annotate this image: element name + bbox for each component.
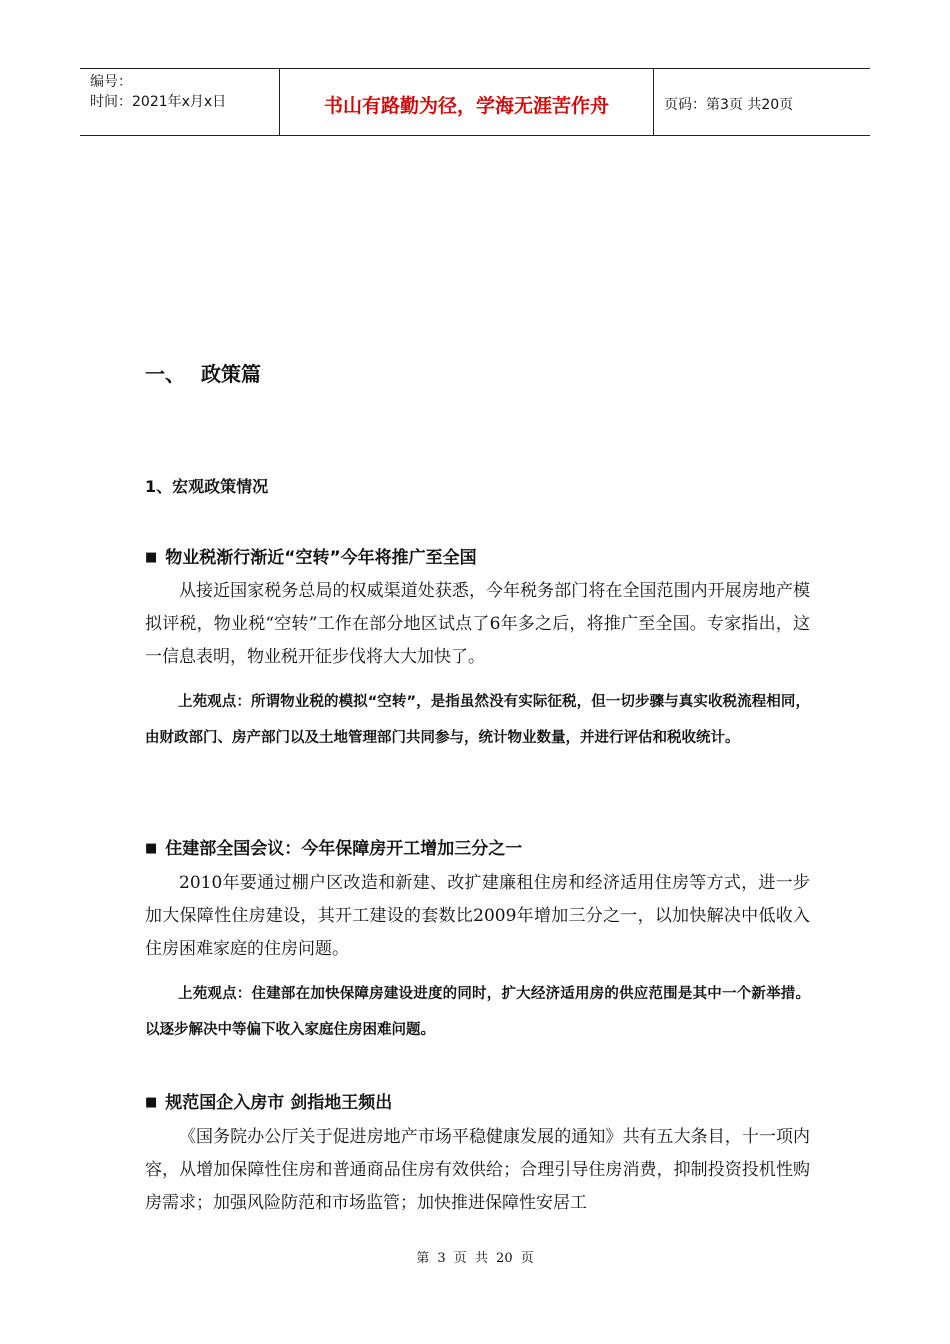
square-bullet-icon: ■ bbox=[145, 1095, 158, 1110]
news-item-title bbox=[145, 1088, 392, 1113]
news-item-title bbox=[145, 834, 522, 859]
header-page-info: 页码：第3页 共20页 bbox=[664, 97, 794, 113]
news-item-title bbox=[145, 543, 477, 568]
header-motto: 书山有路勤为径，学海无涯苦作舟 bbox=[280, 69, 654, 135]
page-footer: 第 3 页 共 20 页 bbox=[416, 1251, 534, 1266]
news-item-body: 《国务院办公厅关于促进房地产市场平稳健康发展的通知》共有五大条目，十一项内容，从增加保障性住房和普通商品住房有效供给；合理引导住房消费，抑制投资投机性购房需求；加强风险防范和市场监管；加快推进保障性安居工 bbox=[145, 1127, 810, 1213]
header-time: 时间：2021年x月x日 bbox=[90, 94, 227, 110]
header-number: 编号： bbox=[90, 74, 132, 90]
news-item-view: 上苑观点：所谓物业税的模拟“空转”，是指虽然没有实际征税，但一切步骤与真实收税流程相同，由财政部门、房产部门以及土地管理部门共同参与，统计物业数量，并进行评估和税收统计。 bbox=[145, 694, 810, 746]
square-bullet-icon: ■ bbox=[145, 841, 158, 856]
document-header bbox=[80, 68, 870, 136]
news-item-view: 上苑观点：住建部在加快保障房建设进度的同时，扩大经济适用房的供应范围是其中一个新举措。以逐步解决中等偏下收入家庭住房困难问题。 bbox=[145, 986, 810, 1038]
square-bullet-icon: ■ bbox=[145, 550, 158, 565]
news-item-title-text: 住建部全国会议：今年保障房开工增加三分之一 bbox=[165, 839, 523, 859]
news-item-title-text: 规范国企入房市 剑指地王频出 bbox=[165, 1093, 393, 1113]
news-item-title-text: 物业税渐行渐近“空转”今年将推广至全国 bbox=[165, 548, 477, 568]
news-item-body: 从接近国家税务总局的权威渠道处获悉，今年税务部门将在全国范围内开展房地产模拟评税，物业税“空转”工作在部分地区试点了6年多之后，将推广至全国。专家指出，这一信息表明，物业税开征步伐将大大加快了。 bbox=[145, 581, 810, 667]
section-title-text: 政策篇 bbox=[201, 362, 261, 386]
header-meta bbox=[80, 69, 280, 135]
subsection-title: 1、宏观政策情况 bbox=[145, 477, 269, 496]
section-title bbox=[145, 358, 261, 387]
news-item-body: 2010年要通过棚户区改造和新建、改扩建廉租住房和经济适用住房等方式，进一步加大保障性住房建设，其开工建设的套数比2009年增加三分之一，以加快解决中低收入住房困难家庭的住房问题。 bbox=[145, 873, 810, 959]
section-number: 一、 bbox=[145, 362, 185, 386]
